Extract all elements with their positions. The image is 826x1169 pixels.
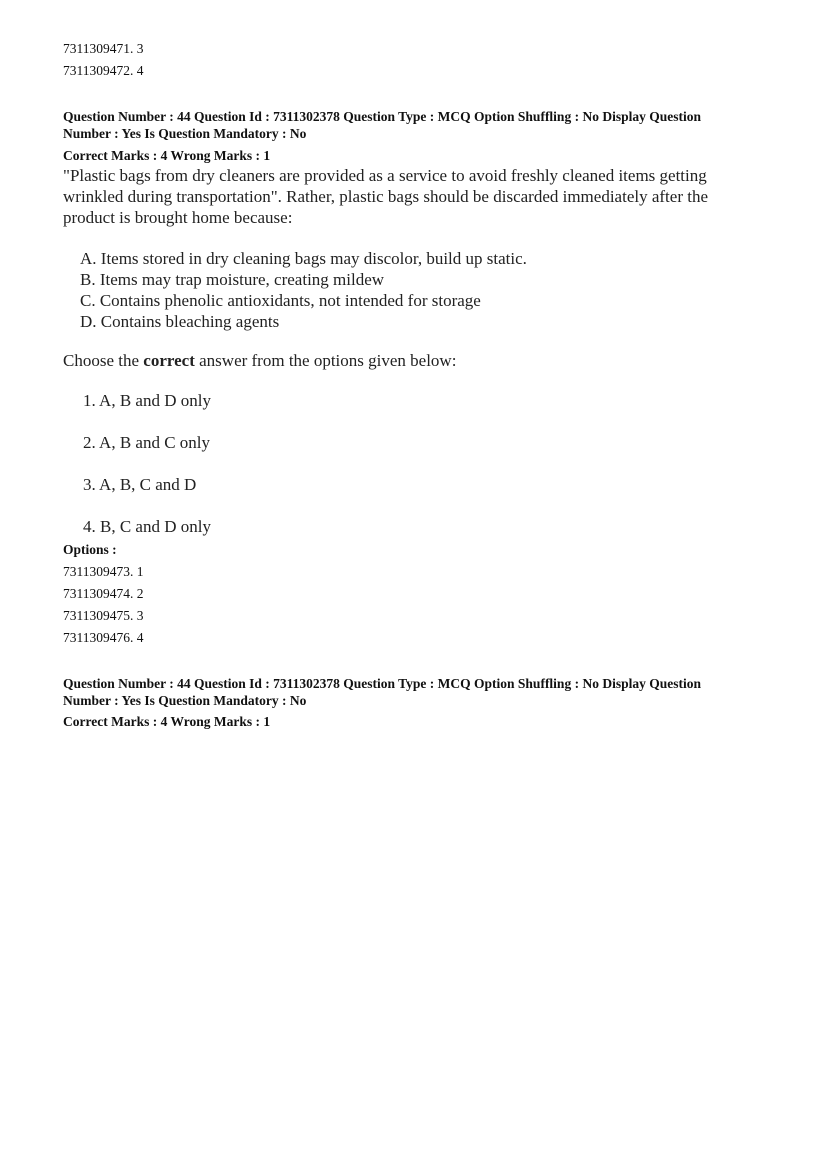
option-line: 7311309474. 2 xyxy=(63,586,144,601)
answer-choice-1: 1. A, B and D only xyxy=(83,391,211,410)
question-header-line-2: Number : Yes Is Question Mandatory : No xyxy=(63,126,307,141)
question-header xyxy=(63,108,768,142)
answer-choice-4: 4. B, C and D only xyxy=(83,517,211,536)
option-line: 7311309472. 4 xyxy=(63,63,144,78)
marks-line: Correct Marks : 4 Wrong Marks : 1 xyxy=(63,714,271,729)
answer-choice-2: 2. A, B and C only xyxy=(83,433,211,452)
options-list xyxy=(63,561,768,649)
question-stem xyxy=(63,165,768,228)
question-header-line-1: Question Number : 44 Question Id : 7311302378 Question Type : MCQ Option Shuffling : No Display Question xyxy=(63,109,701,124)
choose-instruction: Choose the correct answer from the options given below: xyxy=(63,351,457,370)
answer-choice-3: 3. A, B, C and D xyxy=(83,475,197,494)
stem-line: "Plastic bags from dry cleaners are provided as a service to avoid freshly cleaned items getting xyxy=(63,166,707,185)
question-header-line-2: Number : Yes Is Question Mandatory : No xyxy=(63,693,307,708)
option-line: 7311309473. 1 xyxy=(63,564,144,579)
marks-line: Correct Marks : 4 Wrong Marks : 1 xyxy=(63,148,271,163)
option-line: 7311309475. 3 xyxy=(63,608,144,623)
statement-item: C. Contains phenolic antioxidants, not intended for storage xyxy=(80,291,481,310)
statement-item: D. Contains bleaching agents xyxy=(80,312,280,331)
question-header-line-1: Question Number : 44 Question Id : 7311302378 Question Type : MCQ Option Shuffling : No Display Question xyxy=(63,676,701,691)
statement-item: B. Items may trap moisture, creating mildew xyxy=(80,270,385,289)
option-line: 7311309471. 3 xyxy=(63,41,144,56)
option-line: 7311309476. 4 xyxy=(63,630,144,645)
stem-line: product is brought home because: xyxy=(63,208,293,227)
statement-item: A. Items stored in dry cleaning bags may discolor, build up static. xyxy=(80,249,527,268)
question-header xyxy=(63,675,768,709)
previous-options xyxy=(63,38,768,82)
statements-list xyxy=(80,248,785,332)
stem-line: wrinkled during transportation". Rather, plastic bags should be discarded immediately after the xyxy=(63,187,708,206)
options-label: Options : xyxy=(63,542,117,557)
